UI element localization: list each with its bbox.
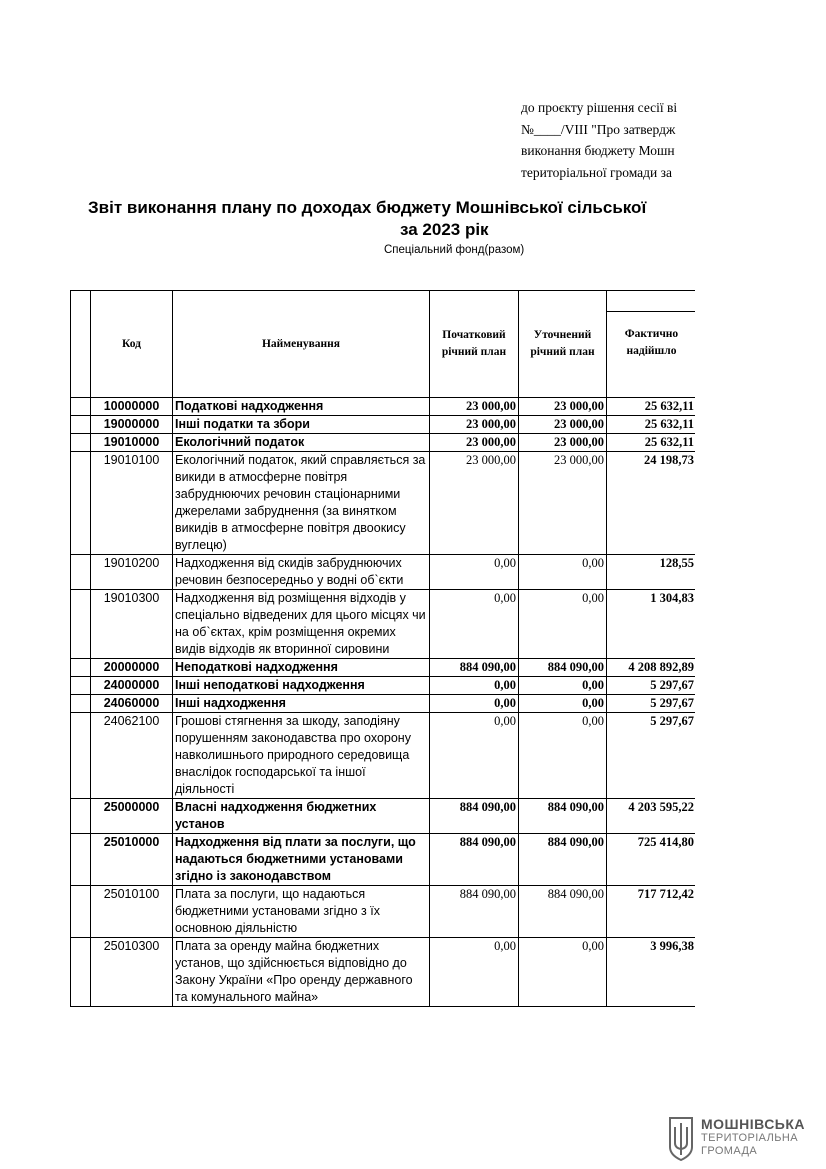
row-actual: 25 632,11: [607, 416, 696, 434]
table-row: [71, 834, 696, 886]
decision-note: [521, 97, 697, 183]
row-actual: 25 632,11: [607, 434, 696, 452]
row-initial-plan: 23 000,00: [430, 452, 519, 555]
row-marker-cell: [71, 677, 91, 695]
row-initial-plan: 0,00: [430, 713, 519, 799]
row-name: Плата за послуги, що надаються бюджетними установами згідно з їх основною діяльністю: [173, 886, 430, 938]
row-actual: 3 996,38: [607, 938, 696, 1007]
row-revised-plan: 23 000,00: [519, 434, 607, 452]
row-code: 19010100: [91, 452, 173, 555]
row-code: 20000000: [91, 659, 173, 677]
row-initial-plan: 23 000,00: [430, 434, 519, 452]
row-revised-plan: 0,00: [519, 677, 607, 695]
row-initial-plan: 23 000,00: [430, 416, 519, 434]
row-actual: 25 632,11: [607, 398, 696, 416]
row-initial-plan: 0,00: [430, 695, 519, 713]
row-code: 19010000: [91, 434, 173, 452]
header-code: Код: [91, 291, 173, 398]
row-initial-plan: 0,00: [430, 590, 519, 659]
row-name: Надходження від розміщення відходів у спеціально відведених для цього місцях чи на об`єктах, крім розміщення окремих видів відходів як вторинної сировини: [173, 590, 430, 659]
row-name: Власні надходження бюджетних установ: [173, 799, 430, 834]
row-name: Надходження від плати за послуги, що надаються бюджетними установами згідно із законодавством: [173, 834, 430, 886]
row-actual: 4 203 595,22: [607, 799, 696, 834]
row-marker-cell: [71, 555, 91, 590]
row-name: Грошові стягнення за шкоду, заподіяну порушенням законодавства про охорону навколишнього природного середовища внаслідок господарської та іншої діяльності: [173, 713, 430, 799]
row-revised-plan: 884 090,00: [519, 886, 607, 938]
row-actual: 5 297,67: [607, 677, 696, 695]
row-name: Плата за оренду майна бюджетних установ, що здійснюється відповідно до Закону України «Про оренду державного та комунального майна»: [173, 938, 430, 1007]
row-marker-cell: [71, 398, 91, 416]
table-row: [71, 799, 696, 834]
row-code: 19010200: [91, 555, 173, 590]
row-initial-plan: 0,00: [430, 555, 519, 590]
row-code: 10000000: [91, 398, 173, 416]
row-actual: 725 414,80: [607, 834, 696, 886]
row-revised-plan: 23 000,00: [519, 416, 607, 434]
row-revised-plan: 884 090,00: [519, 834, 607, 886]
row-marker-cell: [71, 799, 91, 834]
row-name: Інші податки та збори: [173, 416, 430, 434]
table-row: [71, 555, 696, 590]
row-initial-plan: 0,00: [430, 938, 519, 1007]
row-revised-plan: 884 090,00: [519, 799, 607, 834]
row-name: Надходження від скидів забруднюючих речовин безпосередньо у водні об`єкти: [173, 555, 430, 590]
note-line-4: територіальної громади за: [521, 164, 672, 180]
row-name: Інші неподаткові надходження: [173, 677, 430, 695]
note-line-2: №____/VIII "Про затвердж: [521, 121, 676, 137]
header-actual-label: Фактично надійшло: [624, 328, 679, 357]
row-marker-cell: [71, 452, 91, 555]
row-marker-cell: [71, 659, 91, 677]
row-marker-cell: [71, 713, 91, 799]
row-code: 25010100: [91, 886, 173, 938]
row-revised-plan: 0,00: [519, 713, 607, 799]
note-line-3: виконання бюджету Мошн: [521, 143, 675, 158]
header-name: Найменування: [173, 291, 430, 398]
row-revised-plan: 23 000,00: [519, 398, 607, 416]
row-revised-plan: 0,00: [519, 590, 607, 659]
row-revised-plan: 0,00: [519, 938, 607, 1007]
row-name: Екологічний податок, який справляється за викиди в атмосферне повітря забруднюючих речовин стаціонарними джерелами забруднення (за винятком викидів в атмосферне повітря двоокису вуглецю): [173, 452, 430, 555]
income-table: [70, 290, 695, 1007]
row-initial-plan: 884 090,00: [430, 799, 519, 834]
report-subtitle: Спеціальний фонд(разом): [384, 244, 525, 256]
row-initial-plan: 884 090,00: [430, 659, 519, 677]
row-code: 24060000: [91, 695, 173, 713]
row-name: Неподаткові надходження: [173, 659, 430, 677]
title-line-1: Звіт виконання плану по доходах бюджету Мошнівської сільської: [88, 198, 647, 217]
row-revised-plan: 884 090,00: [519, 659, 607, 677]
table-row: [71, 416, 696, 434]
row-name: Інші надходження: [173, 695, 430, 713]
table-row: [71, 695, 696, 713]
row-code: 19010300: [91, 590, 173, 659]
row-marker-cell: [71, 416, 91, 434]
row-name: Екологічний податок: [173, 434, 430, 452]
table-row: [71, 886, 696, 938]
trident-emblem-icon: [667, 1115, 695, 1161]
header-marker-cell: [71, 291, 91, 398]
row-revised-plan: 0,00: [519, 555, 607, 590]
row-code: 25010300: [91, 938, 173, 1007]
header-revised-plan: Уточнений річний план: [519, 291, 607, 398]
table-row: [71, 590, 696, 659]
table-header: [71, 291, 696, 398]
header-initial-plan: Початковий річний план: [430, 291, 519, 398]
row-actual: 128,55: [607, 555, 696, 590]
row-code: 24000000: [91, 677, 173, 695]
title-line-2: за 2023 рік: [400, 220, 489, 239]
row-initial-plan: 884 090,00: [430, 834, 519, 886]
header-actual: [607, 291, 696, 398]
row-actual: 717 712,42: [607, 886, 696, 938]
note-line-1: до проєкту рішення сесії ві: [521, 100, 678, 115]
row-marker-cell: [71, 834, 91, 886]
report-title: [60, 196, 697, 246]
table-row: [71, 677, 696, 695]
logo-line-3: ГРОМАДА: [701, 1145, 758, 1157]
row-initial-plan: 884 090,00: [430, 886, 519, 938]
row-marker-cell: [71, 938, 91, 1007]
row-actual: 24 198,73: [607, 452, 696, 555]
table-row: [71, 434, 696, 452]
row-actual: 5 297,67: [607, 713, 696, 799]
table-row: [71, 938, 696, 1007]
row-marker-cell: [71, 886, 91, 938]
community-logo: [667, 1115, 817, 1161]
row-actual: 4 208 892,89: [607, 659, 696, 677]
table-row: [71, 713, 696, 799]
table-row: [71, 452, 696, 555]
row-name: Податкові надходження: [173, 398, 430, 416]
row-marker-cell: [71, 695, 91, 713]
row-code: 25010000: [91, 834, 173, 886]
row-revised-plan: 23 000,00: [519, 452, 607, 555]
row-code: 19000000: [91, 416, 173, 434]
row-revised-plan: 0,00: [519, 695, 607, 713]
table-row: [71, 398, 696, 416]
row-initial-plan: 0,00: [430, 677, 519, 695]
row-marker-cell: [71, 434, 91, 452]
row-code: 25000000: [91, 799, 173, 834]
row-initial-plan: 23 000,00: [430, 398, 519, 416]
logo-line-2: ТЕРИТОРІАЛЬНА: [701, 1132, 798, 1144]
row-code: 24062100: [91, 713, 173, 799]
table-row: [71, 659, 696, 677]
row-actual: 5 297,67: [607, 695, 696, 713]
row-marker-cell: [71, 590, 91, 659]
row-actual: 1 304,83: [607, 590, 696, 659]
logo-line-1: МОШНІВСЬКА: [701, 1116, 806, 1132]
